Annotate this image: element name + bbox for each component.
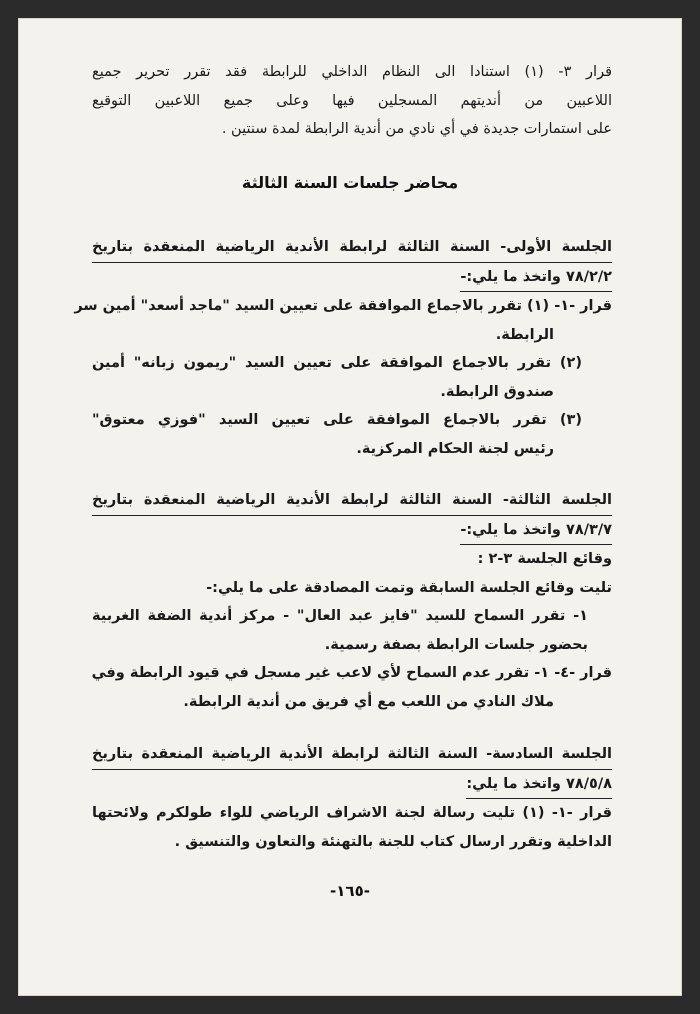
text-line: اللاعبين من أنديتهم المسجلين فيها وعلى جميع اللاعبين التوقيع: [92, 92, 612, 109]
intro-paragraph: [92, 58, 612, 144]
session-6-heading: [92, 740, 612, 799]
decision-line: تليت وقائع الجلسة السابقة وتمت المصادقة على ما يلي:-: [206, 579, 612, 596]
decision-line: (٣) تقرر بالاجماع الموافقة على تعيين السيد "فوزي معتوق": [92, 412, 582, 428]
decision-line: الرابطة.: [495, 326, 554, 343]
decision-line: ملاك النادي من اللعب مع أي فريق من أندية الرابطة.: [183, 693, 554, 710]
decision-line: الداخلية وتقرر ارسال كتاب للجنة بالتهنئة والتعاون والتنسيق .: [174, 833, 612, 850]
decision-line: رئيس لجنة الحكام المركزية.: [356, 440, 554, 457]
decision-line: قرار -١- (١) تليت رسالة لجنة الاشراف الرياضي للواء طولكرم ولائحتها: [92, 805, 612, 821]
decision-line: ١- تقرر السماح للسيد "فايز عبد العال" - مركز أندية الضفة الغربية: [92, 608, 588, 624]
decision-line: قرار -٤- ١- تقرر عدم السماح لأي لاعب غير مسجل في قيود الرابطة وفي: [91, 665, 612, 681]
session-1: [74, 233, 612, 463]
text-line: قرار ٣- (١) استنادا الى النظام الداخلي للرابطة فقد تقرر تحرير جميع: [92, 64, 612, 80]
decision-line: وقائع الجلسة ٣-٢ :: [477, 551, 612, 567]
section-title: محاضر جلسات السنة الثالثة: [241, 173, 459, 192]
session-heading-line: الجلسة الثالثة- السنة الثالثة لرابطة الأندية الرياضية المنعقدة بتاريخ: [92, 486, 612, 516]
session-heading-line: الجلسة الأولى- السنة الثالثة لرابطة الأندية الرياضية المنعقدة بتاريخ: [92, 233, 612, 263]
decision-line: بحضور جلسات الرابطة بصفة رسمية.: [324, 636, 588, 653]
session-3-heading: [92, 486, 612, 545]
session-6: [92, 740, 612, 856]
text-line: على استمارات جديدة في أي نادي من أندية الرابطة لمدة سنتين .: [221, 121, 612, 137]
session-heading-date: ٧٨/٢/٢ واتخذ ما يلي:-: [460, 263, 612, 293]
decision-line: (٢) تقرر بالاجماع الموافقة على تعيين السيد "ريمون زبانه" أمين: [92, 355, 582, 371]
session-heading-line: الجلسة السادسة- السنة الثالثة لرابطة الأندية الرياضية المنعقدة بتاريخ: [92, 740, 612, 770]
session-1-heading: [92, 233, 612, 292]
session-3: [92, 486, 612, 716]
decision-line: صندوق الرابطة.: [440, 383, 554, 400]
page-number: -١٦٥-: [330, 882, 370, 900]
decision-line: قرار -١- (١) تقرر بالاجماع الموافقة على تعيين السيد "ماجد أسعد" أمين سر: [74, 298, 612, 314]
session-heading-date: ٧٨/٣/٧ واتخذ ما يلي:-: [460, 516, 612, 546]
session-heading-date: ٧٨/٥/٨ واتخذ ما يلي:: [466, 770, 612, 800]
